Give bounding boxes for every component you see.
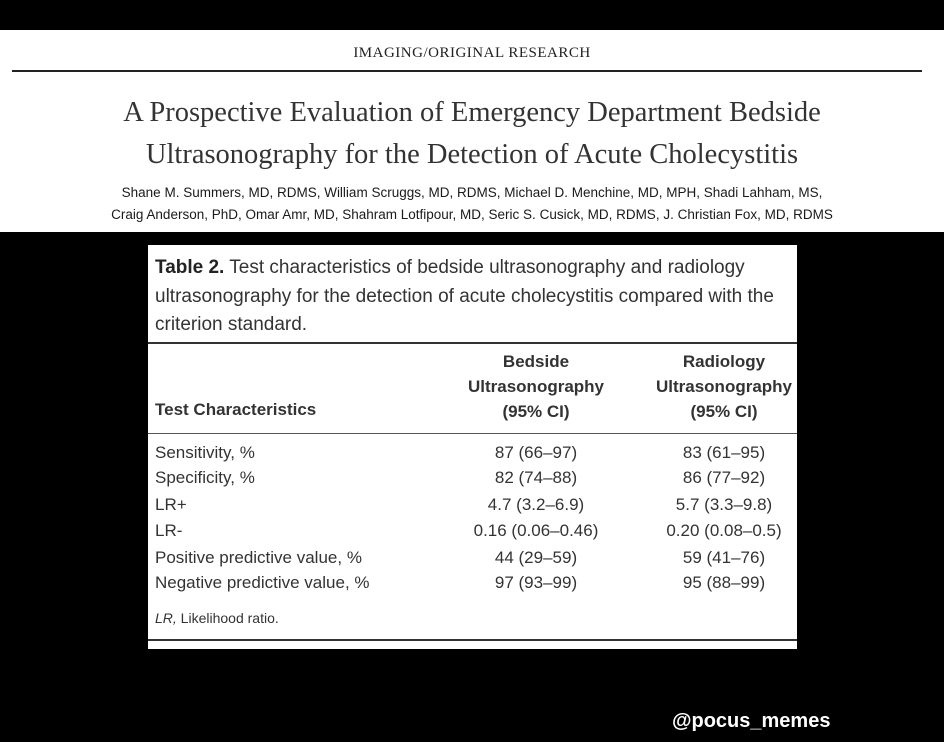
table-row xyxy=(148,440,797,465)
column-header-bedside-line-1: Bedside xyxy=(502,352,570,371)
table-caption-label: Table 2. xyxy=(155,257,225,278)
paper-title-line-1: A Prospective Evaluation of Emergency Department Bedside xyxy=(123,97,821,128)
table-row xyxy=(148,545,797,570)
table-row xyxy=(148,518,797,543)
radiology-value: 0.20 (0.08–0.5) xyxy=(666,521,782,540)
row-label: Specificity, % xyxy=(155,468,255,487)
row-label: Sensitivity, % xyxy=(155,443,255,462)
column-header-radiology-line-1: Radiology xyxy=(682,352,766,371)
table-top-rule xyxy=(148,342,797,344)
radiology-value: 86 (77–92) xyxy=(682,468,766,487)
row-label: Positive predictive value, % xyxy=(155,548,362,567)
paper-header xyxy=(0,30,944,232)
table-caption-text: Test characteristics of bedside ultrasonography and radiology ultrasonography for the detection of acute cholecystitis compared with the criterion standard. xyxy=(155,257,774,335)
column-header-radiology xyxy=(634,349,797,424)
table-footnote xyxy=(155,610,279,626)
column-header-radiology-line-2: Ultrasonography xyxy=(655,377,793,396)
table-row xyxy=(148,492,797,517)
table-row xyxy=(148,570,797,595)
bedside-value: 82 (74–88) xyxy=(494,468,578,487)
author-list xyxy=(0,182,944,226)
column-header-radiology-line-3: (95% CI) xyxy=(690,402,758,421)
row-header-label: Test Characteristics xyxy=(155,400,317,419)
watermark-handle: @pocus_memes xyxy=(672,710,831,732)
paper-title xyxy=(0,92,944,176)
footnote-abbreviation: LR, xyxy=(155,610,177,626)
author-line-2: Craig Anderson, PhD, Omar Amr, MD, Shahram Lotfipour, MD, Seric S. Cusick, MD, RDMS, J. Christian Fox, MD, RDMS xyxy=(111,207,833,222)
bedside-value: 87 (66–97) xyxy=(494,443,578,462)
table-header-rule xyxy=(148,433,797,434)
column-header-bedside-line-2: Ultrasonography xyxy=(467,377,605,396)
bedside-value: 4.7 (3.2–6.9) xyxy=(487,495,585,514)
paper-title-line-2: Ultrasonography for the Detection of Acute Cholecystitis xyxy=(145,139,799,170)
author-line-1: Shane M. Summers, MD, RDMS, William Scruggs, MD, RDMS, Michael D. Menchine, MD, MPH, Shadi Lahham, MS, xyxy=(121,185,823,200)
column-header-bedside xyxy=(446,349,626,424)
row-label: LR- xyxy=(155,521,183,540)
table-row xyxy=(148,465,797,490)
bedside-value: 97 (93–99) xyxy=(494,573,578,592)
row-label: LR+ xyxy=(155,495,187,514)
radiology-value: 5.7 (3.3–9.8) xyxy=(675,495,773,514)
row-label: Negative predictive value, % xyxy=(155,573,370,592)
radiology-value: 95 (88–99) xyxy=(682,573,766,592)
bedside-value: 44 (29–59) xyxy=(494,548,578,567)
radiology-value: 59 (41–76) xyxy=(682,548,766,567)
footnote-text: Likelihood ratio. xyxy=(176,610,279,626)
section-divider xyxy=(12,70,922,72)
table-caption xyxy=(155,254,791,340)
table-bottom-rule xyxy=(148,639,797,641)
column-header-bedside-line-3: (95% CI) xyxy=(502,402,570,421)
bedside-value: 0.16 (0.06–0.46) xyxy=(473,521,599,540)
radiology-value: 83 (61–95) xyxy=(682,443,766,462)
section-label: IMAGING/ORIGINAL RESEARCH xyxy=(353,45,591,61)
results-table xyxy=(148,245,797,649)
